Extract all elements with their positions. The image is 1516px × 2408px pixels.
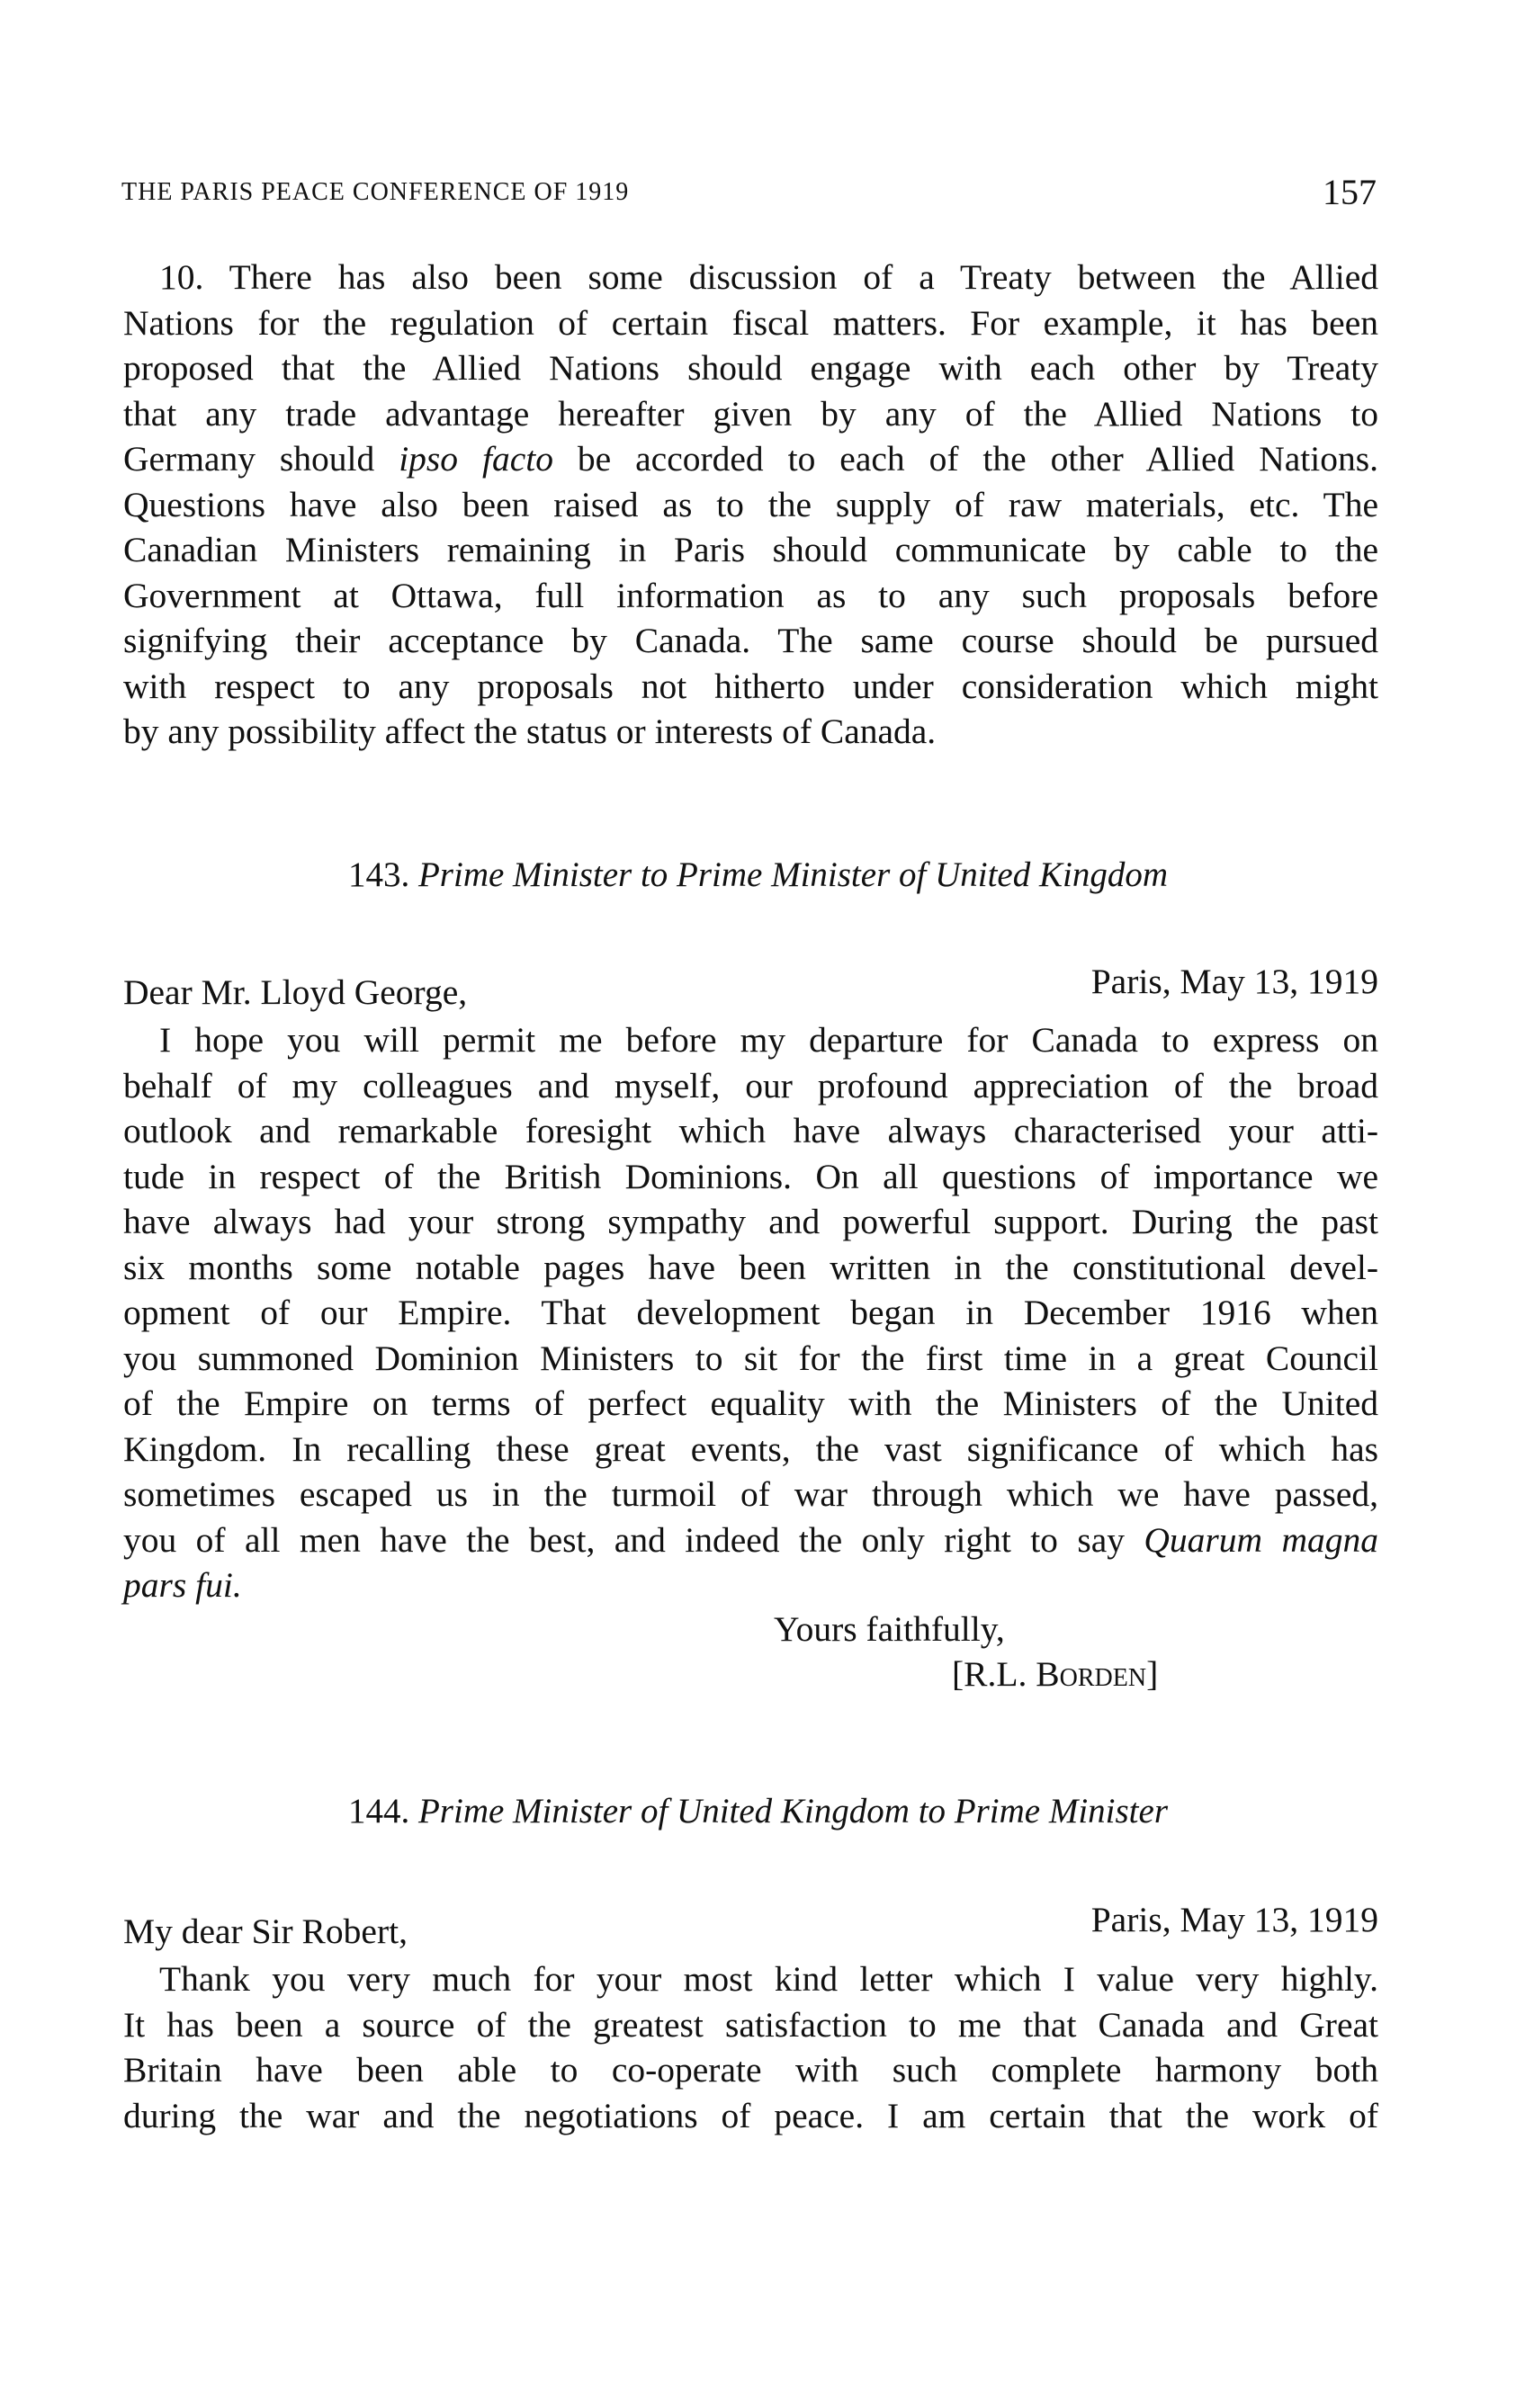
text-line: of the Empire on terms of perfect equality with the Ministers of the United — [123, 1383, 1378, 1423]
text-line: It has been a source of the greatest satisfaction to me that Canada and Great — [123, 2004, 1378, 2045]
text-line: I hope you will permit me before my departure for Canada to express on — [159, 1020, 1378, 1060]
text-line: with respect to any proposals not hitherto under consideration which might — [123, 666, 1378, 706]
signature-143 — [952, 1653, 1158, 1695]
page-number: 157 — [1323, 172, 1377, 212]
signature-text: [R.L. B — [952, 1654, 1060, 1694]
text-line — [123, 1517, 1378, 1563]
signature-bracket: ] — [1146, 1654, 1159, 1694]
italic-phrase: Quarum magna — [1144, 1519, 1378, 1560]
document-title: Prime Minister of United Kingdom to Prime Minister — [417, 1792, 1168, 1831]
running-head — [121, 171, 1377, 216]
text-line: sometimes escaped us in the turmoil of war through which we have passed, — [123, 1474, 1378, 1514]
text-line: opment of our Empire. That development began in December 1916 when — [123, 1293, 1378, 1332]
dateline-143: Paris, May 13, 1919 — [1090, 962, 1378, 1001]
letter-body-144 — [123, 1956, 1378, 2138]
salutation-144: My dear Sir Robert, — [123, 1911, 408, 1951]
document-title: Prime Minister to Prime Minister of United Kingdom — [417, 855, 1168, 894]
text-line — [123, 1562, 1378, 1608]
text-line: Britain have been able to co-operate with such complete harmony both — [123, 2050, 1378, 2090]
italic-phrase: pars fui. — [123, 1565, 242, 1605]
text-line: you summoned Dominion Ministers to sit for the first time in a great Council — [123, 1338, 1378, 1378]
dateline-144: Paris, May 13, 1919 — [1090, 1900, 1378, 1939]
text-line: tude in respect of the British Dominions. On all questions of importance we — [123, 1156, 1378, 1196]
text-line — [123, 436, 1378, 482]
paragraph-item-10 — [123, 255, 1378, 755]
text-line: Thank you very much for your most kind letter which I value very highly. — [159, 1959, 1378, 1999]
text-line: Questions have also been raised as to the supply of raw materials, etc. The — [123, 484, 1378, 524]
italic-phrase: ipso facto — [399, 439, 553, 479]
text-line: signifying their acceptance by Canada. The same course should be pursued — [123, 621, 1378, 660]
text-segment: you of all men have the best, and indeed the only right to say — [123, 1519, 1144, 1560]
text-line: 10. There has also been some discussion of a Treaty between the Allied — [159, 257, 1378, 297]
text-line: have always had your strong sympathy and powerful support. During the past — [123, 1202, 1378, 1241]
closing-143: Yours faithfully, — [774, 1609, 1005, 1649]
text-line: during the war and the negotiations of peace. I am certain that the work of — [123, 2095, 1378, 2135]
signature-surname: orden — [1059, 1654, 1147, 1694]
document-number: 144. — [347, 1792, 410, 1831]
letter-body-143 — [123, 1017, 1378, 1608]
text-line: Government at Ottawa, full information as to any such proposals before — [123, 575, 1378, 615]
document-heading-143 — [0, 855, 1516, 895]
text-line: proposed that the Allied Nations should engage with each other by Treaty — [123, 348, 1378, 388]
document-number: 143. — [347, 855, 410, 894]
text-line: behalf of my colleagues and myself, our profound appreciation of the broad — [123, 1065, 1378, 1106]
text-line: six months some notable pages have been written in the constitutional devel- — [123, 1247, 1378, 1287]
text-line: Kingdom. In recalling these great events, the vast significance of which has — [123, 1428, 1378, 1469]
document-heading-144 — [0, 1791, 1516, 1831]
text-line: that any trade advantage hereafter given by any of the Allied Nations to — [123, 393, 1378, 434]
text-segment: be accorded to each of the other Allied Nations. — [552, 439, 1378, 479]
text-segment: Germany should — [123, 439, 399, 479]
salutation-143: Dear Mr. Lloyd George, — [123, 972, 468, 1012]
text-line: outlook and remarkable foresight which have always characterised your atti- — [123, 1111, 1378, 1150]
text-line: Nations for the regulation of certain fiscal matters. For example, it has been — [123, 302, 1378, 343]
running-title: THE PARIS PEACE CONFERENCE OF 1919 — [121, 178, 630, 206]
text-line: by any possibility affect the status or interests of Canada. — [123, 712, 937, 751]
text-line: Canadian Ministers remaining in Paris should communicate by cable to the — [123, 530, 1378, 569]
